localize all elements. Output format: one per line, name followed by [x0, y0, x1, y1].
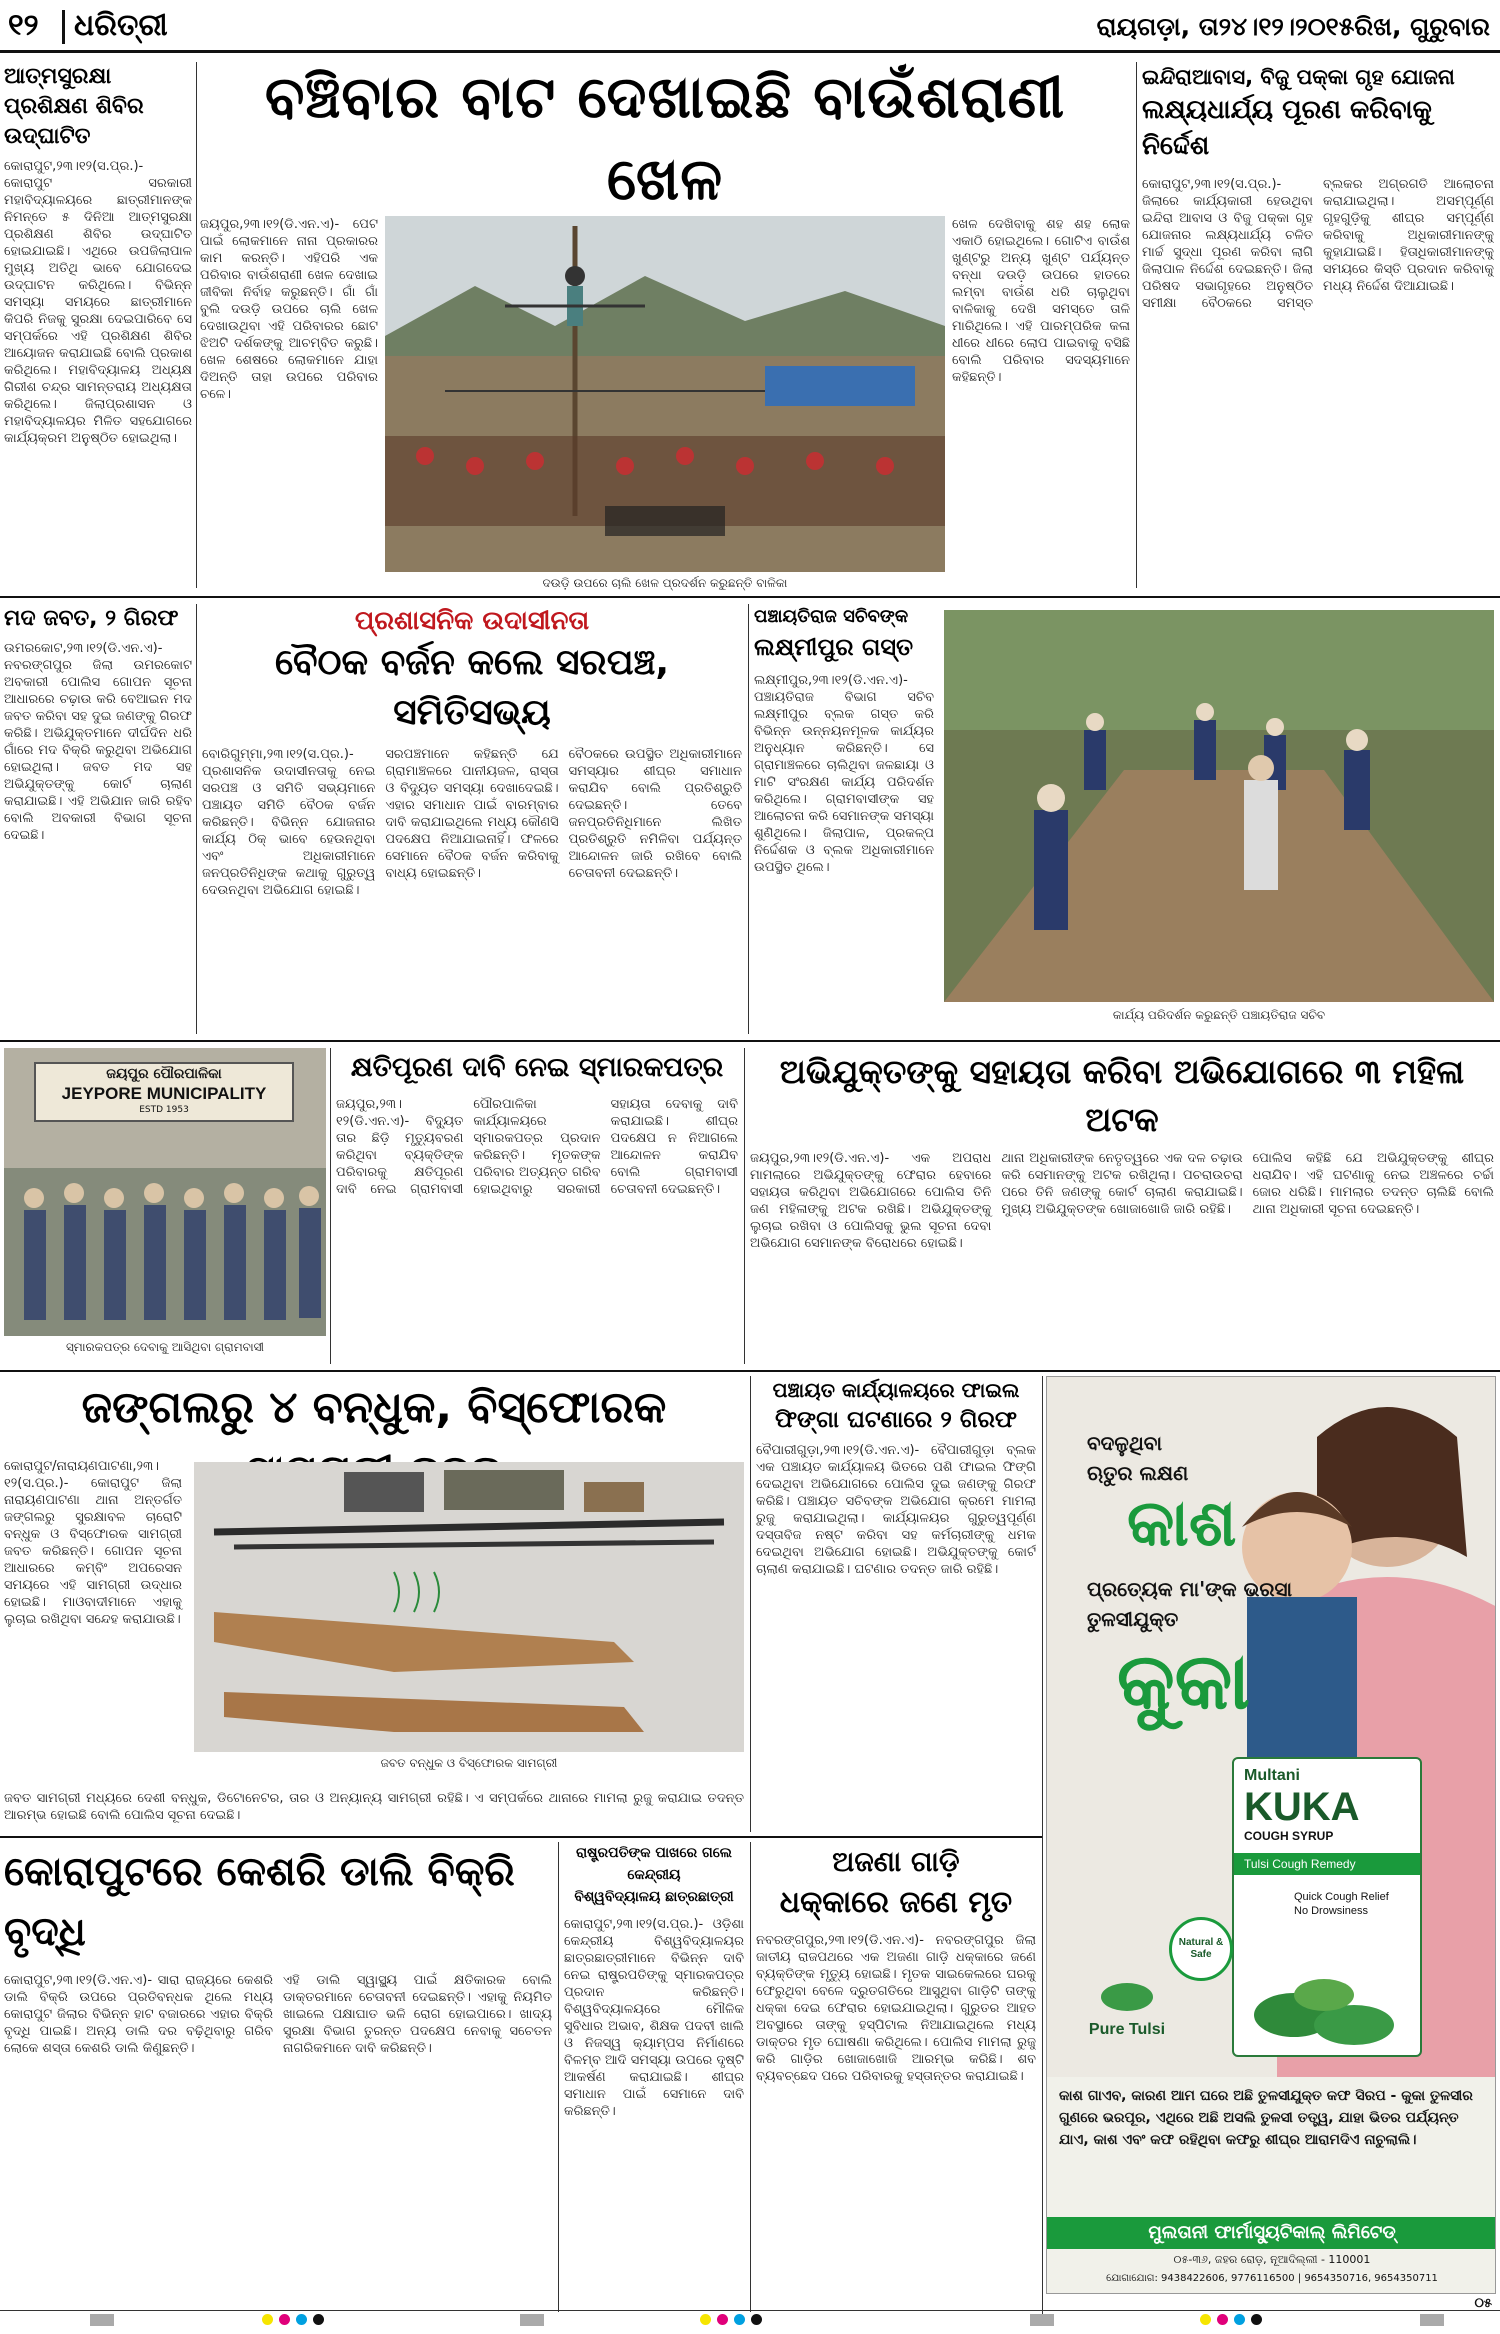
story-self-defence — [4, 62, 192, 528]
column-divider — [750, 1376, 751, 1832]
bottle-note-1: Quick Cough Relief — [1294, 1891, 1389, 1903]
page-marker: ୦୫ — [1474, 2296, 1492, 2311]
bottle-brand: KUKA — [1244, 1785, 1360, 1829]
color-registration-marks — [700, 2314, 762, 2325]
section-rule — [0, 1040, 1500, 1042]
arrest-body-col3: ପୋଲିସ କହିଛି ଯେ ଅଭିଯୁକ୍ତଙ୍କୁ ଶୀଘ୍ର ଧରାଯିବ। ଏହି ଘଟଣାକୁ ନେଇ ଅଞ୍ଚଳରେ ଚର୍ଚ୍ଚା ଜୋର ଧରିଛି। ମାମଲାର ତଦନ୍ତ ଚାଲିଛି ବୋଲି ଥାନା ଅଧିକାରୀ ସୂଚନା ଦେଇଛନ୍ତି। — [1252, 1151, 1494, 1217]
housing-body: କୋରାପୁଟ,୨୩।୧୨(ସ.ପ୍ର.)- ଜିଲାରେ କାର୍ଯ୍ୟକାରୀ ହେଉଥିବା ଇନ୍ଦିରା ଆବାସ ଓ ବିଜୁ ପକ୍କା ଗୃହ ଯୋଜନାର ଲକ୍ଷ୍ୟଧାର୍ଯ୍ୟ ଚଳିତ ମାର୍ଚ୍ଚ ସୁଦ୍ଧା ପୂରଣ କରିବା ଲାଗି ଜିଲାପାଳ ନିର୍ଦ୍ଦେଶ ଦେଇଛନ୍ତି। ଜିଲା ପରିଷଦ ସଭାଗୃହରେ ଅନୁଷ୍ଠିତ ସମୀକ୍ଷା ବୈଠକରେ ସମସ୍ତ ବ୍ଲକର ଅଗ୍ରଗତି ଆଲୋଚନା କରାଯାଇଥିଲା। ଅସମ୍ପୂର୍ଣ୍ଣ ଗୃହଗୁଡ଼ିକୁ ଶୀଘ୍ର ସମ୍ପୂର୍ଣ୍ଣ କରିବାକୁ ଅଧିକାରୀମାନଙ୍କୁ କୁହାଯାଇଛି। ହିତାଧିକାରୀମାନଙ୍କୁ ସମୟରେ କିସ୍ତି ପ୍ରଦାନ କରିବାକୁ ମଧ୍ୟ ନିର୍ଦ୍ଦେଶ ଦିଆଯାଇଛି। — [1142, 177, 1494, 311]
seized-weapons-photo — [194, 1462, 744, 1752]
ad-line-2: ପ୍ରତ୍ୟେକ ମା'ଙ୍କ ଭରସା — [1087, 1577, 1293, 1601]
students-headline-2: ବିଶ୍ୱବିଦ୍ୟାଳୟ ଛାତ୍ରଛାତ୍ରୀ — [574, 1889, 734, 1905]
body-text: କୋରାପୁଟ,୨୩।୧୨(ସ.ପ୍ର.)- କୋରାପୁଟ ସରକାରୀ ମହାବିଦ୍ୟାଳୟରେ ଛାତ୍ରୀମାନଙ୍କ ନିମନ୍ତେ ୫ ଦିନିଆ ଆତ୍ମସୁରକ୍ଷା ପ୍ରଶିକ୍ଷଣ ଶିବିର ଉଦ୍‌ଘାଟିତ ହୋଇଯାଇଛି। ଏଥିରେ ଉପଜିଲାପାଳ ମୁଖ୍ୟ ଅତିଥି ଭାବେ ଯୋଗଦେଇ ଉଦ୍‌ଘାଟନ କରିଥିଲେ। ବିଭିନ୍ନ ସମସ୍ୟା ସମୟରେ ଛାତ୍ରୀମାନେ କିପରି ନିଜକୁ ସୁରକ୍ଷା ଦେଇପାରିବେ ସେ ସମ୍ପର୍କରେ ଏହି ପ୍ରଶିକ୍ଷଣ ଶିବିର ଆୟୋଜନ କରାଯାଇଛି ବୋଲି ପ୍ରକାଶ କରିଥିଲେ। ମହାବିଦ୍ୟାଳୟ ଅଧ୍ୟକ୍ଷ ଗିରୀଶ ଚନ୍ଦ୍ର ସାମନ୍ତରାୟ ଅଧ୍ୟକ୍ଷତା କରିଥିଲେ। ଜିଲାପ୍ରଶାସନ ଓ ମହାବିଦ୍ୟାଳୟର ମିଳିତ ସହଯୋଗରେ କାର୍ଯ୍ୟକ୍ରମ ଅନୁଷ୍ଠିତ ହୋଇଥିଲା। — [4, 159, 192, 446]
sign-english: JEYPORE MUNICIPALITY — [61, 1084, 267, 1103]
tour-headline-1: ପଞ୍ଚାୟତିରାଜ ସଚିବଙ୍କ — [754, 606, 909, 627]
section-name: ଧରିତ୍ରୀ — [74, 8, 168, 43]
story-arrest — [750, 1048, 1494, 1364]
boycott-kicker: ପ୍ରଶାସନିକ ଉଦାସୀନତା — [354, 606, 590, 636]
pure-tulsi-label: Pure Tulsi — [1088, 2021, 1166, 2038]
story-boycott — [202, 604, 742, 1034]
masthead-divider — [62, 10, 65, 44]
bottle-strip: Tulsi Cough Remedy — [1234, 1853, 1420, 1875]
column-divider — [748, 604, 749, 1034]
bottle-note-2: No Drowsiness — [1294, 1905, 1368, 1917]
tour-photo-caption: କାର୍ଯ୍ୟ ପରିଦର୍ଶନ କରୁଛନ୍ତି ପଞ୍ଚାୟତିରାଜ ସଚିବ — [1112, 1008, 1326, 1022]
footer-rule — [0, 2310, 1500, 2311]
lentil-headline: କୋରାପୁଟରେ କେଶରି ଡାଲି ବିକ୍ରି ବୃଦ୍ଧି — [4, 1849, 515, 1955]
column-divider — [196, 604, 197, 1034]
boycott-body-col3: ବୈଠକରେ ଉପସ୍ଥିତ ଅଧିକାରୀମାନେ ସମସ୍ୟାର ଶୀଘ୍ର ସମାଧାନ କରାଯିବ ବୋଲି ପ୍ରତିଶ୍ରୁତି ଦେଇଛନ୍ତି। ତେବେ ଜନପ୍ରତିନିଧିମାନେ ଲିଖିତ ପ୍ରତିଶ୍ରୁତି ନମିଳିବା ପର୍ଯ୍ୟନ୍ତ ଆନ୍ଦୋଳନ ଜାରି ରଖିବେ ବୋଲି ଚେତାବନୀ ଦେଇଛନ୍ତି। — [568, 747, 742, 881]
guns-photo — [194, 1462, 744, 1752]
ad-contact: ଯୋଗାଯୋଗ: 9438422606, 9776116500 | 9654350716, 9654350711 — [1106, 2273, 1438, 2284]
story-lentil — [4, 1842, 552, 2308]
natural-safe-badge — [1169, 1917, 1233, 1981]
leaf-icon — [1097, 1977, 1157, 2017]
column-divider — [330, 1048, 331, 1364]
column-divider — [750, 1842, 751, 2312]
lead-body-col1: ଜୟପୁର,୨୩।୧୨(ଡି.ଏନ.ଏ)- ପେଟ ପାଇଁ ଲୋକମାନେ ନାନା ପ୍ରକାରର କାମ କରନ୍ତି। ଏହିପରି ଏକ ପରିବାର ବାଉଁଶରାଣୀ ଖେଳ ଦେଖାଇ ଜୀବିକା ନିର୍ବାହ କରୁଛନ୍ତି। ଗାଁ ଗାଁ ବୁଲି ଦଉଡ଼ି ଉପରେ ଚାଲି ଖେଳ ଦେଖାଉଥିବା ଏହି ପରିବାରର ଛୋଟ ଝିଅଟି ଦର୍ଶକଙ୍କୁ ଆଚମ୍ବିତ କରୁଛି। ଖେଳ ଶେଷରେ ଲୋକମାନେ ଯାହା ଦିଅନ୍ତି ତାହା ଉପରେ ପରିବାର ଚଳେ। — [200, 217, 378, 402]
municipality-photo-caption: ସ୍ମାରକପତ୍ର ଦେବାକୁ ଆସିଥିବା ଗ୍ରାମବାସୀ — [65, 1340, 265, 1354]
boycott-body-col2: ସରପଞ୍ଚମାନେ କହିଛନ୍ତି ଯେ ଗ୍ରାମାଞ୍ଚଳରେ ପାନୀୟଜଳ, ରାସ୍ତା ଓ ବିଦ୍ୟୁତ ସମସ୍ୟା ଦେଖାଦେଇଛି। ଏହାର ସମାଧାନ ପାଇଁ ବାରମ୍ବାର ଦାବି କରାଯାଇଥିଲେ ମଧ୍ୟ କୌଣସି ପଦକ୍ଷେପ ନିଆଯାଇନାହିଁ। ଫଳରେ ସେମାନେ ବୈଠକ ବର୍ଜନ କରିବାକୁ ବାଧ୍ୟ ହୋଇଛନ୍ତି। — [385, 747, 559, 881]
story-memorandum — [336, 1048, 738, 1364]
story-tour — [754, 604, 1494, 1034]
tulsi-leaf-icon — [1234, 1945, 1422, 2055]
column-divider — [558, 1842, 559, 2312]
kuka-bottle — [1232, 1757, 1422, 2057]
page-number: ୧୨ — [8, 8, 39, 43]
tour-body: ଲକ୍ଷ୍ମୀପୁର,୨୩।୧୨(ଡି.ଏନ.ଏ)- ପଞ୍ଚାୟତିରାଜ ବିଭାଗ ସଚିବ ଲକ୍ଷ୍ମୀପୁର ବ୍ଲକ ଗସ୍ତ କରି ବିଭିନ୍ନ ଉନ୍ନୟନମୂଳକ କାର୍ଯ୍ୟର ଅନୁଧ୍ୟାନ କରିଛନ୍ତି। ସେ ଗ୍ରାମାଞ୍ଚଳରେ ଚାଲିଥିବା ଜଳଛାୟା ଓ ମାଟି ସଂରକ୍ଷଣ କାର୍ଯ୍ୟ ପରିଦର୍ଶନ କରିଥିଲେ। ଗ୍ରାମବାସୀଙ୍କ ସହ ଆଲୋଚନା କରି ସେମାନଙ୍କ ସମସ୍ୟା ଶୁଣିଥିଲେ। ଜିଲାପାଳ, ପ୍ରକଳ୍ପ ନିର୍ଦ୍ଦେଶକ ଓ ବ୍ଲକ ଅଧିକାରୀମାନେ ଉପସ୍ଥିତ ଥିଲେ। — [754, 673, 934, 875]
housing-headline-1: ଇନ୍ଦିରାଆବାସ, ବିଜୁ ପକ୍କା ଗୃହ ଯୋଜନା — [1142, 65, 1455, 89]
tour-headline-2: ଲକ୍ଷ୍ମୀପୁର ଗସ୍ତ — [754, 633, 914, 661]
file-body: ବୈପାରୀଗୁଡ଼ା,୨୩।୧୨(ଡି.ଏନ.ଏ)- ବୈପାରୀଗୁଡ଼ା ବ୍ଲକ ଏକ ପଞ୍ଚାୟତ କାର୍ଯ୍ୟାଳୟ ଭିତରେ ପଶି ଫାଇଲ ଫିଙ୍ଗି ଦେଇଥିବା ଅଭିଯୋଗରେ ପୋଲିସ ଦୁଇ ଜଣଙ୍କୁ ଗିରଫ କରିଛି। ପଞ୍ଚାୟତ ସଚିବଙ୍କ ଅଭିଯୋଗ କ୍ରମେ ମାମଲା ରୁଜୁ କରାଯାଇଥିଲା। କାର୍ଯ୍ୟାଳୟର ଗୁରୁତ୍ୱପୂର୍ଣ୍ଣ ଦସ୍ତାବିଜ ନଷ୍ଟ କରିବା ସହ କର୍ମଚାରୀଙ୍କୁ ଧମକ ଦେଇଥିବା ଅଭିଯୋଗ ହୋଇଛି। ଅଭିଯୁକ୍ତଙ୍କୁ କୋର୍ଟ ଚାଲାଣ କରାଯାଇଛି। ଘଟଣାର ତଦନ୍ତ ଜାରି ରହିଛି। — [756, 1443, 1036, 1577]
masthead — [0, 0, 1500, 54]
file-headline-1: ପଞ୍ଚାୟତ କାର୍ଯ୍ୟାଳୟରେ ଫାଇଲ — [772, 1378, 1020, 1402]
story-liquor — [4, 604, 192, 1034]
ad-line-3: ତୁଳସୀଯୁକ୍ତ — [1087, 1607, 1179, 1631]
story-guns — [4, 1376, 744, 1786]
students-headline-1: ରାଷ୍ଟ୍ରପତିଙ୍କ ପାଖରେ ଗଲେ କେନ୍ଦ୍ରୀୟ — [576, 1845, 732, 1883]
dateline: ରାୟଗଡ଼ା, ତା୨୪।୧୨।୨୦୧୫ରିଖ, ଗୁରୁବାର — [1096, 12, 1490, 41]
color-registration-marks — [262, 2314, 324, 2325]
story-housing — [1142, 62, 1494, 588]
registration-bar — [90, 2314, 114, 2326]
guns-body-1: କୋରାପୁଟ/ନାରାୟଣପାଟଣା,୨୩।୧୨(ସ.ପ୍ର.)- କୋରାପୁଟ ଜିଲା ନାରାୟଣପାଟଣା ଥାନା ଅନ୍ତର୍ଗତ ଜଙ୍ଗଲରୁ ସୁରକ୍ଷାବଳ ଚାରୋଟି ବନ୍ଧୁକ ଓ ବିସ୍ଫୋରକ ସାମଗ୍ରୀ ଜବତ କରିଛନ୍ତି। ଗୋପନ ସୂଚନା ଆଧାରରେ କମ୍ବିଂ ଅପରେସନ ସମୟରେ ଏହି ସାମଗ୍ରୀ ଉଦ୍ଧାର ହୋଇଛି। ମାଓବାଦୀମାନେ ଏହାକୁ ଲୁଚାଇ ରଖିଥିବା ସନ୍ଦେହ କରାଯାଉଛି। — [4, 1459, 182, 1627]
boycott-headline: ବୈଠକ ବର୍ଜନ କଲେ ସରପଞ୍ଚ, ସମିତିସଭ୍ୟ — [274, 642, 670, 733]
boycott-body-col1: ବୋରିଗୁମ୍ମା,୨୩।୧୨(ସ.ପ୍ର.)- ପ୍ରଶାସନିକ ଉଦାସୀନତାକୁ ନେଇ ସରପଞ୍ଚ ଓ ସମିତି ସଭ୍ୟମାନେ ପଞ୍ଚାୟତ ସମିତି ବୈଠକ ବର୍ଜନ କରିଛନ୍ତି। ବିଭିନ୍ନ ଯୋଜନାର କାର୍ଯ୍ୟ ଠିକ୍ ଭାବେ ହେଉନଥିବା ଏବଂ ଅଧିକାରୀମାନେ ଜନପ୍ରତିନିଧିଙ୍କ କଥାକୁ ଗୁରୁତ୍ୱ ଦେଉନଥିବା ଅଭିଯୋଗ ହୋଇଛି। — [202, 747, 376, 898]
students-body: କୋରାପୁଟ,୨୩।୧୨(ସ.ପ୍ର.)- ଓଡ଼ିଶା କେନ୍ଦ୍ରୀୟ ବିଶ୍ୱବିଦ୍ୟାଳୟର ଛାତ୍ରଛାତ୍ରୀମାନେ ବିଭିନ୍ନ ଦାବି ନେଇ ରାଷ୍ଟ୍ରପତିଙ୍କୁ ସ୍ମାରକପତ୍ର ପ୍ରଦାନ କରିଛନ୍ତି। ବିଶ୍ୱବିଦ୍ୟାଳୟରେ ମୌଳିକ ସୁବିଧାର ଅଭାବ, ଶିକ୍ଷକ ପଦବୀ ଖାଲି ଓ ନିଜସ୍ୱ କ୍ୟାମ୍ପସ ନିର୍ମାଣରେ ବିଳମ୍ବ ଆଦି ସମସ୍ୟା ଉପରେ ଦୃଷ୍ଟି ଆକର୍ଷଣ କରାଯାଇଛି। ଶୀଘ୍ର ସମାଧାନ ପାଇଁ ସେମାନେ ଦାବି କରିଛନ୍ତି। — [564, 1917, 744, 2119]
file-headline-2: ଫିଙ୍ଗା ଘଟଣାରେ ୨ ଗିରଫ — [774, 1407, 1018, 1433]
accident-body: ନବରଙ୍ଗପୁର,୨୩।୧୨(ଡି.ଏନ.ଏ)- ନବରଙ୍ଗପୁର ଜିଲା ଜାତୀୟ ରାଜପଥରେ ଏକ ଅଜଣା ଗାଡ଼ି ଧକ୍କାରେ ଜଣେ ବ୍ୟକ୍ତିଙ୍କ ମୃତ୍ୟୁ ହୋଇଛି। ମୃତକ ସାଇକେଲରେ ଘରକୁ ଫେରୁଥିବା ବେଳେ ଦ୍ରୁତଗତିରେ ଆସୁଥିବା ଗାଡ଼ିଟି ତାଙ୍କୁ ଧକ୍କା ଦେଇ ଫେରାର ହୋଇଯାଇଥିଲା। ଗୁରୁତର ଆହତ ଅବସ୍ଥାରେ ତାଙ୍କୁ ହସ୍ପିଟାଲ ନିଆଯାଇଥିଲେ ମଧ୍ୟ ଡାକ୍ତର ମୃତ ଘୋଷଣା କରିଥିଲେ। ପୋଲିସ ମାମଲା ରୁଜୁ କରି ଗାଡ଼ିର ଖୋଜାଖୋଜି ଆରମ୍ଭ କରିଛି। ଶବ ବ୍ୟବଚ୍ଛେଦ ପରେ ପରିବାରକୁ ହସ୍ତାନ୍ତର କରାଯାଇଛି। — [756, 1933, 1036, 2084]
column-divider — [196, 62, 197, 588]
registration-bar — [520, 2314, 544, 2326]
ad-big-word: କାଶ — [1127, 1487, 1237, 1561]
column-divider — [1136, 62, 1137, 588]
sign-established: ESTD 1953 — [139, 1105, 189, 1115]
section-rule — [0, 596, 1500, 598]
guns-body-2: ଜବତ ସାମଗ୍ରୀ ମଧ୍ୟରେ ଦେଶୀ ବନ୍ଧୁକ, ଡିଟୋନେଟର, ତାର ଓ ଅନ୍ୟାନ୍ୟ ସାମଗ୍ରୀ ରହିଛି। ଏ ସମ୍ପର୍କରେ ଥାନାରେ ମାମଲା ରୁଜୁ କରାଯାଇ ତଦନ୍ତ ଆରମ୍ଭ ହୋଇଛି ବୋଲି ପୋଲିସ ସୂଚନା ଦେଇଛି। — [4, 1791, 744, 1823]
ad-address: ୦୫-୩୬, ଜହର ରୋଡ଼, ନୂଆଦିଲ୍ଲୀ - 110001 — [1173, 2253, 1371, 2266]
color-registration-marks — [1200, 2314, 1262, 2325]
crowd-photo — [4, 1048, 326, 1336]
story-accident — [756, 1842, 1036, 2308]
ad-tagline: କାଶ ଗାଏବ, କାରଣ ଆମ ଘରେ ଅଛି ତୁଳସୀଯୁକ୍ତ କଫ ସିରପ - କୁକା ତୁଳସୀର ଗୁଣରେ ଭରପୂର, ଏଥିରେ ଅଛି ଅସଲି ତୁଳସୀ ତତ୍ତ୍ୱ, ଯାହା ଭିତର ପର୍ଯ୍ୟନ୍ତ ଯାଏ, କାଶ ଏବଂ କଫ ରହିଥିବା କଫରୁ ଶୀଘ୍ର ଆରାମଦିଏ ନାଚୁଲାଲି। — [1059, 2088, 1473, 2148]
accident-headline-2: ଧକ୍କାରେ ଜଣେ ମୃତ — [779, 1885, 1013, 1920]
story-lead — [200, 56, 1130, 596]
kuka-advertisement[interactable] — [1046, 1376, 1496, 2294]
bottle-brand-small: Multani — [1244, 1767, 1300, 1784]
officials-walking-photo — [944, 610, 1494, 1002]
guns-photo-caption: ଜବତ ବନ୍ଧୁକ ଓ ବିସ୍ଫୋରକ ସାମଗ୍ରୀ — [380, 1756, 558, 1770]
lentil-body-col2: ଏହି ଡାଲି ସ୍ୱାସ୍ଥ୍ୟ ପାଇଁ କ୍ଷତିକାରକ ବୋଲି ଡାକ୍ତରମାନେ ଚେତାବନୀ ଦେଇଛନ୍ତି। ଏହାକୁ ନିୟମିତ ଖାଇଲେ ପକ୍ଷାଘାତ ଭଳି ରୋଗ ହୋଇପାରେ। ଖାଦ୍ୟ ସୁରକ୍ଷା ବିଭାଗ ତୁରନ୍ତ ପଦକ୍ଷେପ ନେବାକୁ ସଚେତନ ନାଗରିକମାନେ ଦାବି କରିଛନ୍ତି। — [283, 1973, 552, 2056]
natural-safe-label: Natural & Safe — [1178, 1937, 1224, 1960]
column-divider — [744, 1048, 745, 1364]
arrest-headline: ଅଭିଯୁକ୍ତଙ୍କୁ ସହାୟତା କରିବା ଅଭିଯୋଗରେ ୩ ମହିଳା ଅଟକ — [779, 1052, 1465, 1139]
ad-product-word: କୁକା — [1117, 1637, 1251, 1727]
story-students — [564, 1842, 744, 2308]
lead-photo — [385, 216, 945, 572]
bottle-type: COUGH SYRUP — [1244, 1829, 1334, 1843]
ad-company-banner — [1047, 2217, 1496, 2249]
memorandum-body: ଜୟପୁର,୨୩।୧୨(ଡି.ଏନ.ଏ)- ବିଦ୍ୟୁତ ତାର ଛିଡ଼ି ମୃତ୍ୟୁବରଣ କରିଥିବା ବ୍ୟକ୍ତିଙ୍କ ପରିବାରକୁ କ୍ଷତିପୂରଣ ଦାବି ନେଇ ଗ୍ରାମବାସୀ ପୌରପାଳିକା କାର୍ଯ୍ୟାଳୟରେ ସ୍ମାରକପତ୍ର ପ୍ରଦାନ କରିଛନ୍ତି। ମୃତକଙ୍କ ପରିବାର ଅତ୍ୟନ୍ତ ଗରିବ ହୋଇଥିବାରୁ ସରକାରୀ ସହାୟତା ଦେବାକୁ ଦାବି କରାଯାଇଛି। ଶୀଘ୍ର ପଦକ୍ଷେପ ନ ନିଆଗଲେ ଆନ୍ଦୋଳନ କରାଯିବ ବୋଲି ଗ୍ରାମବାସୀ ଚେତାବନୀ ଦେଇଛନ୍ତି। — [336, 1097, 738, 1197]
guns-headline: ଜଙ୍ଗଲରୁ ୪ ବନ୍ଧୁକ, ବିସ୍ଫୋରକ — [81, 1382, 667, 1433]
memorandum-headline: କ୍ଷତିପୂରଣ ଦାବି ନେଇ ସ୍ମାରକପତ୍ର — [350, 1052, 724, 1083]
headline: ଆତ୍ମସୁରକ୍ଷା ପ୍ରଶିକ୍ଷଣ ଶିବିର ଉଦ୍‌ଘାଟିତ — [4, 64, 144, 149]
ad-company: ମୁଲତାନୀ ଫାର୍ମାସ୍ୟୁଟିକାଲ୍ ଲିମିଟେଡ୍ — [1148, 2222, 1396, 2243]
housing-headline-2: ଲକ୍ଷ୍ୟଧାର୍ଯ୍ୟ ପୂରଣ କରିବାକୁ ନିର୍ଦ୍ଦେଶ — [1142, 95, 1432, 161]
arrest-body-col2: ଥାନା ଅଧିକାରୀଙ୍କ ନେତୃତ୍ୱରେ ଏକ ଦଳ ଚଢ଼ାଉ କରି ସେମାନଙ୍କୁ ଅଟକ ରଖିଥିଲା। ପଚରାଉଚରା ପରେ ତିନି ଜଣଙ୍କୁ କୋର୍ଟ ଚାଲାଣ କରାଯାଇଛି। ମୁଖ୍ୟ ଅଭିଯୁକ୍ତଙ୍କ ଖୋଜାଖୋଜି ଜାରି ରହିଛି। — [1001, 1151, 1243, 1217]
column-divider — [1042, 1376, 1043, 2316]
registration-bar — [1420, 2314, 1444, 2326]
lentil-body-col1: କୋରାପୁଟ,୨୩।୧୨(ଡି.ଏନ.ଏ)- ସାରା ରାଜ୍ୟରେ କେଶରି ଡାଲି ବିକ୍ରି ଉପରେ ପ୍ରତିବନ୍ଧକ ଥିଲେ ମଧ୍ୟ କୋରାପୁଟ ଜିଲାର ବିଭିନ୍ନ ହାଟ ବଜାରରେ ଏହାର ବିକ୍ରି ବୃଦ୍ଧି ପାଇଛି। ଅନ୍ୟ ଡାଲି ଦର ବଢ଼ିଥିବାରୁ ଗରିବ ଲୋକେ ଶସ୍ତା କେଶରି ଡାଲି କିଣୁଛନ୍ତି। — [4, 1973, 273, 2056]
lead-photo-caption: ଦଉଡ଼ି ଉପରେ ଚାଲି ଖେଳ ପ୍ରଦର୍ଶନ କରୁଛନ୍ତି ବାଳିକା — [542, 576, 788, 590]
registration-bar — [1030, 2314, 1054, 2326]
municipality-photo — [4, 1048, 326, 1336]
rope-walk-photo — [385, 216, 945, 572]
sign-odia: ଜୟପୁର ପୌରପାଳିକା — [106, 1066, 222, 1082]
story-file-throw — [756, 1376, 1036, 1832]
liquor-headline: ମଦ ଜବତ, ୨ ଗିରଫ — [4, 606, 179, 631]
tour-photo — [944, 610, 1494, 1002]
liquor-body: ଉମରକୋଟ,୨୩।୧୨(ଡି.ଏନ.ଏ)- ନବରଙ୍ଗପୁର ଜିଲା ଉମରକୋଟ ଅବକାରୀ ପୋଲିସ ଗୋପନ ସୂଚନା ଆଧାରରେ ଚଢ଼ାଉ କରି ବେଆଇନ ମଦ ଜବତ କରିବା ସହ ଦୁଇ ଜଣଙ୍କୁ ଗିରଫ କରିଛି। ଅଭିଯୁକ୍ତମାନେ ଦୀର୍ଘଦିନ ଧରି ଗାଁରେ ମଦ ବିକ୍ରି କରୁଥିବା ଅଭିଯୋଗ ହୋଇଥିଲା। ଜବତ ମଦ ସହ ଅଭିଯୁକ୍ତଙ୍କୁ କୋର୍ଟ ଚାଲାଣ କରାଯାଇଛି। ଏହି ଅଭିଯାନ ଜାରି ରହିବ ବୋଲି ଅବକାରୀ ବିଭାଗ ସୂଚନା ଦେଇଛି। — [4, 641, 192, 843]
accident-headline-1: ଅଜଣା ଗାଡ଼ି — [832, 1845, 960, 1878]
arrest-body-col1: ଜୟପୁର,୨୩।୧୨(ଡି.ଏନ.ଏ)- ଏକ ଅପରାଧ ମାମଲାରେ ଅଭିଯୁକ୍ତଙ୍କୁ ଫେରାର ହେବାରେ ସହାୟତା କରିଥିବା ଅଭିଯୋଗରେ ପୋଲିସ ତିନି ଜଣ ମହିଳାଙ୍କୁ ଅଟକ ରଖିଛି। ଅଭିଯୁକ୍ତଙ୍କୁ ଲୁଚାଇ ରଖିବା ଓ ପୋଲିସକୁ ଭୁଲ ସୂଚନା ଦେବା ଅଭିଯୋଗ ସେମାନଙ୍କ ବିରୋଧରେ ହୋଇଛି। — [750, 1151, 992, 1251]
ad-tag-1: ବଦଳୁଥିବା — [1087, 1431, 1162, 1455]
lead-body-col2: ଖେଳ ଦେଖିବାକୁ ଶହ ଶହ ଲୋକ ଏକାଠି ହୋଇଥିଲେ। ଗୋଟିଏ ବାଉଁଶ ଖୁଣ୍ଟରୁ ଅନ୍ୟ ଖୁଣ୍ଟ ପର୍ଯ୍ୟନ୍ତ ବନ୍ଧା ଦଉଡ଼ି ଉପରେ ହାତରେ ଲମ୍ବା ବାଉଁଶ ଧରି ଚାଲୁଥିବା ବାଳିକାକୁ ଦେଖି ସମସ୍ତେ ତାଳି ମାରିଥିଲେ। ଏହି ପାରମ୍ପରିକ କଳା ଧୀରେ ଧୀରେ ଲୋପ ପାଇବାକୁ ବସିଛି ବୋଲି ପରିବାର ସଦସ୍ୟମାନେ କହିଛନ୍ତି। — [952, 217, 1130, 385]
section-rule — [0, 1836, 1042, 1838]
pure-tulsi-badge — [1067, 1977, 1187, 2039]
ad-tag-2: ଋତୁର ଲକ୍ଷଣ — [1087, 1461, 1189, 1485]
lead-headline: ବଞ୍ଚିବାର ବାଟ ଦେଖାଇଛି ବାଉଁଶରାଣୀ ଖେଳ — [264, 63, 1066, 213]
masthead-rule — [0, 50, 1500, 53]
section-rule — [0, 1370, 1500, 1372]
